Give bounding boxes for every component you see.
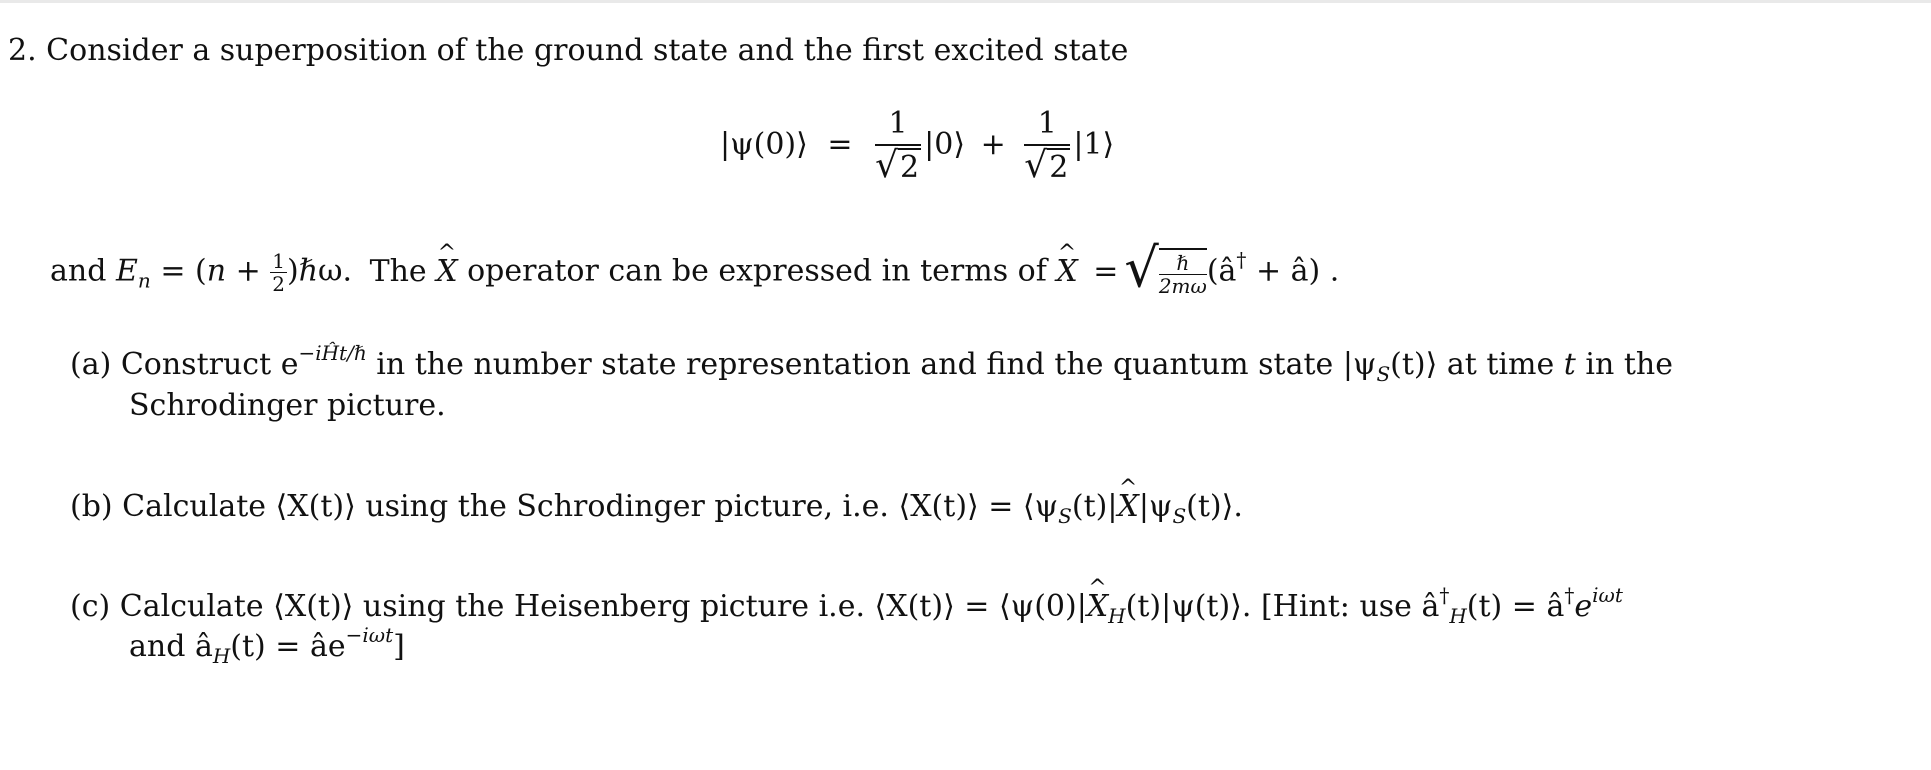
- problem-number: 2.: [8, 33, 37, 68]
- part-a-exponent: −iĤt/ℏ: [298, 341, 367, 365]
- energy-plus: +: [226, 253, 271, 289]
- coef-fraction-2: [1024, 104, 1070, 188]
- X-operator: X ^: [436, 253, 457, 291]
- part-a-text2: in the number state representation and find the quantum state |ψ: [376, 347, 1377, 382]
- top-divider: [0, 0, 1931, 3]
- part-b-text1: Calculate ⟨X(t)⟩ using the Schrodinger picture, i.e. ⟨X(t)⟩ = ⟨ψ: [122, 489, 1059, 524]
- part-a-text3: (t)⟩ at time: [1390, 347, 1555, 382]
- sqrt-body: $\frac{\text{ℏ}}{2m\omega}$: [1159, 248, 1207, 297]
- eq1-equals: =: [827, 127, 853, 162]
- coef-fraction-1: [875, 104, 921, 188]
- energy-n: n: [206, 253, 227, 289]
- part-a-text4: in the: [1585, 347, 1673, 382]
- half-fraction: $\frac{1}{2}$: [272, 249, 285, 296]
- energy-line: and $E_n = (n$ + $\frac{1}{2}$ )ℏω. The X ^ operator can be expressed in terms of X ^ = √ $\frac{\text{ℏ}}{2m\omega}$ (â† + â) .: [50, 248, 1339, 297]
- coef-den-1: √2: [875, 145, 920, 186]
- part-b-label: (b): [70, 489, 113, 524]
- eq1-lhs: |ψ(0)⟩: [720, 127, 808, 162]
- part-a-text1: Construct e: [120, 347, 299, 382]
- energy-eq2: =: [1093, 253, 1119, 289]
- problem-heading: [8, 32, 1128, 70]
- energy-close: )ℏω.: [286, 253, 353, 289]
- energy-text: operator can be expressed in terms of: [467, 253, 1047, 289]
- part-a-label: (a): [70, 347, 112, 382]
- part-a-line2: Schrodinger picture.: [129, 388, 446, 423]
- superposition-equation: [720, 104, 1114, 188]
- part-c-line2: and $â_H(t)$ = $âe^{-i\omega t}$]: [129, 623, 405, 668]
- a-dagger-expr: (â: [1206, 253, 1237, 289]
- a-hat-expr: + â) .: [1255, 253, 1340, 289]
- sqrt-sign: √: [1124, 236, 1159, 300]
- part-c-X-operator: X ^: [1087, 588, 1108, 626]
- ket-1: |1⟩: [1073, 127, 1115, 162]
- energy-and: and: [50, 253, 107, 289]
- part-c-label: (c): [70, 589, 111, 624]
- coef-num-1: 1: [875, 104, 921, 146]
- part-c-text1: Calculate ⟨X(t)⟩ using the Heisenberg picture i.e. ⟨X(t)⟩ = ⟨ψ(0)|: [119, 589, 1087, 624]
- part-a: (a) Construct $e^{-iĤt/\hbar}$ in the number state representation and find the quantum state $|\psi_S(t)⟩$ at time t in the: [70, 341, 1673, 386]
- energy-eq: = (: [160, 253, 207, 289]
- problem-intro: Consider a superposition of the ground state and the first excited state: [46, 33, 1129, 68]
- X-operator-2: X ^: [1056, 253, 1077, 291]
- eq1-plus: +: [980, 127, 1006, 162]
- coef-num-2: 1: [1024, 104, 1070, 146]
- energy-the: The: [369, 253, 427, 289]
- ket-0: |0⟩: [924, 127, 966, 162]
- energy-E: E: [115, 253, 138, 289]
- energy-E-sub: n: [137, 268, 151, 293]
- coef-den-2: √2: [1024, 145, 1069, 186]
- part-b-X-operator: X ^: [1117, 488, 1138, 526]
- part-b: (b) Calculate ⟨X(t)⟩ using the Schrodinger picture, i.e. ⟨X(t)⟩ = $⟨\psi_S(t)|X$ $\^{}|\psi_S(t)⟩$.: [70, 488, 1243, 526]
- part-c: (c) Calculate ⟨X(t)⟩ using the Heisenberg picture i.e. ⟨X(t)⟩ = ⟨ψ(0)|X $\^{}_H(t)|\psi(t)⟩$. [Hint: use $â^\dagger_H(t)$ = $â^\dagger e^{i\omega t}$: [70, 588, 1623, 626]
